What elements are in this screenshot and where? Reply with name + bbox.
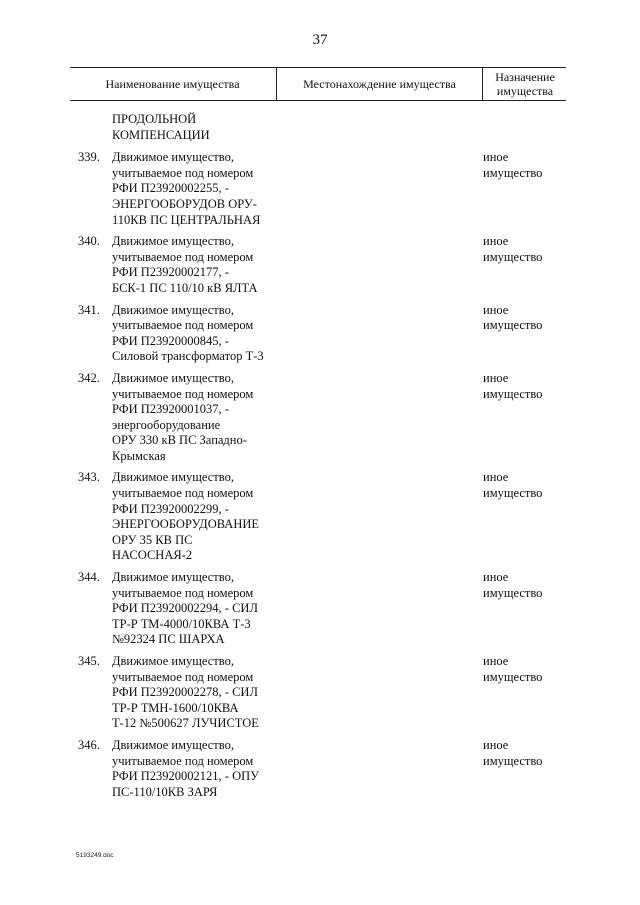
property-name-line: ЭНЕРГООБОРУДОВ ОРУ-	[112, 196, 257, 211]
property-name-line: Движимое имущество,	[112, 234, 234, 249]
property-name-line: РФИ П23920002278, - СИЛ	[112, 685, 258, 700]
property-name	[112, 371, 277, 465]
table-row	[70, 654, 566, 732]
property-name-line: Т-12 №500627 ЛУЧИСТОЕ	[112, 716, 259, 731]
header-location: Местонахождение имущества	[276, 68, 482, 100]
property-name-line: учитываемое под номером	[112, 165, 254, 180]
property-purpose	[483, 234, 565, 265]
property-purpose-line: иное	[483, 370, 509, 385]
header-purpose-line: имущества	[496, 84, 554, 98]
property-name-line: учитываемое под номером	[112, 318, 254, 333]
table-row	[70, 470, 566, 564]
property-purpose-line: иное	[483, 654, 509, 668]
row-number: 344.	[78, 570, 100, 585]
property-name	[112, 654, 277, 732]
property-purpose	[483, 738, 565, 769]
property-purpose-line: имущество	[483, 318, 543, 333]
property-name-line: ОРУ 330 кВ ПС Западно-	[112, 433, 247, 448]
property-name-line: 110КВ ПС ЦЕНТРАЛЬНАЯ	[112, 212, 261, 227]
property-name-line: Движимое имущество,	[112, 370, 234, 385]
property-name-line: энергооборудование	[112, 417, 221, 432]
property-purpose-line: иное	[483, 570, 509, 585]
property-name-line: Движимое имущество,	[112, 570, 234, 585]
row-number: 339.	[78, 150, 100, 165]
table-row	[70, 234, 566, 296]
property-name	[112, 234, 277, 296]
row-number: 342.	[78, 370, 100, 385]
property-purpose-line: иное	[483, 150, 509, 165]
property-purpose-line: имущество	[483, 669, 543, 684]
property-purpose	[483, 150, 565, 181]
property-name-line: учитываемое под номером	[112, 249, 254, 264]
row-number: 346.	[78, 737, 100, 752]
table-header	[70, 67, 566, 101]
property-purpose	[483, 470, 565, 501]
continued-line: ПРОДОЛЬНОЙ	[112, 112, 197, 126]
property-name-line: НАСОСНАЯ-2	[112, 548, 193, 563]
property-name-line: РФИ П23920002294, - СИЛ	[112, 601, 258, 616]
property-purpose-line: имущество	[483, 249, 543, 264]
page-number: 37	[312, 32, 328, 48]
property-name-line: Движимое имущество,	[112, 654, 234, 668]
property-name-line: ЭНЕРГООБОРУДОВАНИЕ	[112, 517, 260, 532]
property-name-line: учитываемое под номером	[112, 486, 254, 501]
table-row	[70, 371, 566, 465]
property-name-line: Движимое имущество,	[112, 302, 234, 317]
property-purpose	[483, 570, 565, 601]
property-name	[112, 150, 277, 228]
property-purpose-line: иное	[483, 234, 509, 249]
file-footer: 5193249.doc	[76, 852, 114, 859]
property-name-line: БСК-1 ПС 110/10 кВ ЯЛТА	[112, 280, 258, 295]
property-name-line: ТР-Р ТМН-1600/10КВА	[112, 700, 239, 715]
property-purpose	[483, 654, 565, 685]
property-purpose-line: иное	[483, 470, 509, 485]
property-name-line: №92324 ПС ШАРХА	[112, 632, 225, 647]
row-number: 345.	[78, 654, 100, 668]
property-name-line: учитываемое под номером	[112, 753, 254, 768]
table-row	[70, 738, 566, 800]
property-name-line: Движимое имущество,	[112, 737, 234, 752]
property-name-line: Крымская	[112, 448, 166, 463]
continued-item-text	[112, 112, 566, 143]
table-row	[70, 570, 566, 648]
row-number: 340.	[78, 234, 100, 249]
header-purpose-line: Назначение	[495, 70, 555, 84]
property-name-line: учитываемое под номером	[112, 386, 254, 401]
header-purpose	[482, 68, 567, 100]
property-name-line: учитываемое под номером	[112, 585, 254, 600]
property-purpose-line: имущество	[483, 753, 543, 768]
property-purpose-line: имущество	[483, 585, 543, 600]
property-name	[112, 470, 277, 564]
table-row	[70, 150, 566, 228]
property-name	[112, 738, 277, 800]
header-name: Наименование имущества	[105, 77, 240, 91]
continued-line: КОМПЕНСАЦИИ	[112, 127, 210, 142]
row-number: 343.	[78, 470, 100, 485]
property-name-line: РФИ П23920002177, -	[112, 265, 229, 280]
property-purpose-line: имущество	[483, 486, 543, 501]
property-name-line: Движимое имущество,	[112, 150, 234, 165]
property-name-line: РФИ П23920000845, -	[112, 333, 229, 348]
property-purpose-line: имущество	[483, 386, 543, 401]
property-name-line: Силовой трансформатор Т-3	[112, 349, 264, 364]
property-purpose-line: иное	[483, 737, 509, 752]
property-name-line: ТР-Р ТМ-4000/10КВА Т-3	[112, 616, 251, 631]
table-body	[70, 112, 566, 806]
property-name-line: ПС-110/10КВ ЗАРЯ	[112, 784, 218, 799]
property-name	[112, 303, 277, 365]
property-purpose-line: иное	[483, 302, 509, 317]
property-purpose	[483, 303, 565, 334]
property-name-line: ОРУ 35 КВ ПС	[112, 532, 193, 547]
row-number: 341.	[78, 302, 100, 317]
property-name	[112, 570, 277, 648]
property-name-line: РФИ П23920002299, -	[112, 501, 229, 516]
property-purpose-line: имущество	[483, 165, 543, 180]
property-name-line: РФИ П23920002121, - ОПУ	[112, 769, 259, 784]
property-name-line: учитываемое под номером	[112, 669, 254, 684]
property-name-line: Движимое имущество,	[112, 470, 234, 485]
table-row	[70, 303, 566, 365]
property-purpose	[483, 371, 565, 402]
table-rows	[70, 150, 566, 800]
property-name-line: РФИ П23920001037, -	[112, 402, 229, 417]
property-name-line: РФИ П23920002255, -	[112, 181, 229, 196]
